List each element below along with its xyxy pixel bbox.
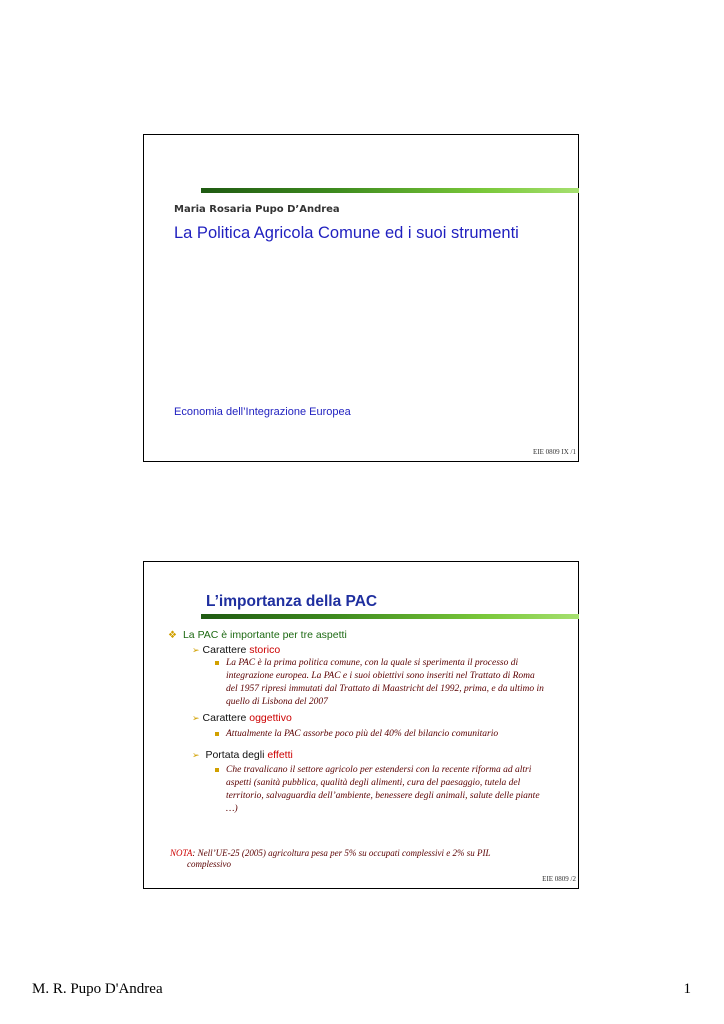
title-accent-bar — [201, 614, 579, 619]
title-accent-bar — [201, 188, 579, 193]
bullet-detail: Che travalicano il settore agricolo per estendersi con la recente riforma ad altri aspetti (sanità pubblica, qualità degli alimenti, cura del paesaggio, tutela del territorio, salvaguardia dell’ambiente, benessere degli animali, salute delle piante …) — [226, 765, 540, 814]
bullet-level-2 — [192, 643, 568, 657]
slide-1 — [143, 134, 579, 462]
bullet-detail: Attualmente la PAC assorbe poco più del 40% del bilancio comunitario — [226, 729, 499, 739]
bullet-level-3 — [226, 657, 546, 709]
note — [170, 848, 550, 870]
clover-bullet-icon: ❖ — [168, 630, 177, 641]
slide-title: L’importanza della PAC — [206, 593, 378, 610]
slide-footer: EIE 0809 IX /1 — [533, 448, 576, 456]
bullet-highlight: storico — [249, 644, 281, 656]
arrow-bullet-icon: ➢ — [192, 713, 200, 723]
slide-content — [168, 628, 568, 816]
slide-title: La Politica Agricola Comune ed i suoi strumenti — [174, 224, 519, 242]
slide-author: Maria Rosaria Pupo D’Andrea — [174, 204, 340, 215]
bullet-label: Portata degli — [205, 749, 268, 761]
slide-footer: EIE 0809 /2 — [542, 875, 576, 883]
bullet-highlight: oggettivo — [249, 712, 292, 724]
arrow-bullet-icon: ➢ — [192, 645, 200, 655]
note-label: NOTA — [170, 848, 193, 858]
arrow-bullet-icon: ➢ — [192, 750, 200, 760]
page-number: 1 — [683, 981, 691, 997]
square-bullet-icon — [215, 661, 219, 665]
note-text-continued: complessivo — [187, 859, 231, 869]
bullet-label: Carattere — [202, 712, 250, 724]
square-bullet-icon — [215, 732, 219, 736]
bullet-level-1 — [168, 628, 568, 643]
page-author: M. R. Pupo D'Andrea — [32, 981, 163, 997]
bullet-highlight: effetti — [267, 749, 293, 761]
slide-subtitle: Economia dell’Integrazione Europea — [174, 406, 351, 418]
bullet-level-2 — [192, 748, 568, 762]
slide-2 — [143, 561, 579, 889]
square-bullet-icon — [215, 768, 219, 772]
bullet-level-3 — [226, 764, 546, 816]
bullet-detail: La PAC è la prima politica comune, con la quale si sperimenta il processo di integrazione europea. La PAC e i suoi obiettivi sono inseriti nel Trattato di Roma del 1957 ripresi immutati dal Trattato di Maastricht del 1992, prima, e da ultimo in quello di Lisbona del 2007 — [226, 658, 544, 707]
bullet-level-3 — [226, 728, 546, 741]
bullet-level-2 — [192, 711, 568, 725]
bullet-label: Carattere — [202, 644, 250, 656]
bullet-text: La PAC è importante per tre aspetti — [182, 629, 347, 641]
note-text: : Nell’UE-25 (2005) agricoltura pesa per 5% su occupati complessivi e 2% su PIL — [192, 848, 491, 858]
